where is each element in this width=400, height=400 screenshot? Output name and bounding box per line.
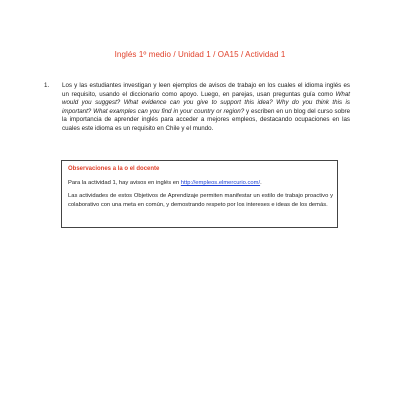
activity-guiding-questions: What would you suggest? What evidence can you give to support this idea? Why do you think this is important? What examples can you find in your country or region? (62, 90, 350, 115)
activity-text-part2: y escriben en un blog del curso sobre la importancia de aprender inglés para acceder a mejores empleos, destacando ocupaciones en las cuales este idioma es un requisito en Chile y el mundo. (62, 107, 351, 132)
activity-item (44, 82, 351, 134)
activity-text-part1: Los y las estudiantes investigan y leen ejemplos de avisos de trabajo en los cuales el idioma inglés es un requisito, usando el diccionario como apoyo. Luego, en parejas, usan preguntas guía como (62, 82, 350, 98)
job-listings-link[interactable]: http://empleos.elmercurio.com/ (180, 180, 261, 187)
observations-p1-prefix: Para la actividad 1, hay avisos en inglés en (68, 180, 181, 187)
observations-p1-suffix: . (260, 180, 262, 187)
activity-number: 1. (44, 82, 50, 89)
observations-title: Observaciones a la o el docente (68, 166, 160, 172)
observations-paragraph-1 (68, 179, 333, 187)
activity-text (62, 82, 350, 134)
observations-paragraph-2: Las actividades de estos Objetivos de Aprendizaje permiten manifestar un estilo de trabajo proactivo y colaborativo con una meta en común, y demostrando respeto por los intereses e ideas de los demás. (68, 193, 333, 208)
page-title: Inglés 1º medio / Unidad 1 / OA15 / Actividad 1 (114, 50, 286, 59)
teacher-observations-box (61, 160, 338, 228)
